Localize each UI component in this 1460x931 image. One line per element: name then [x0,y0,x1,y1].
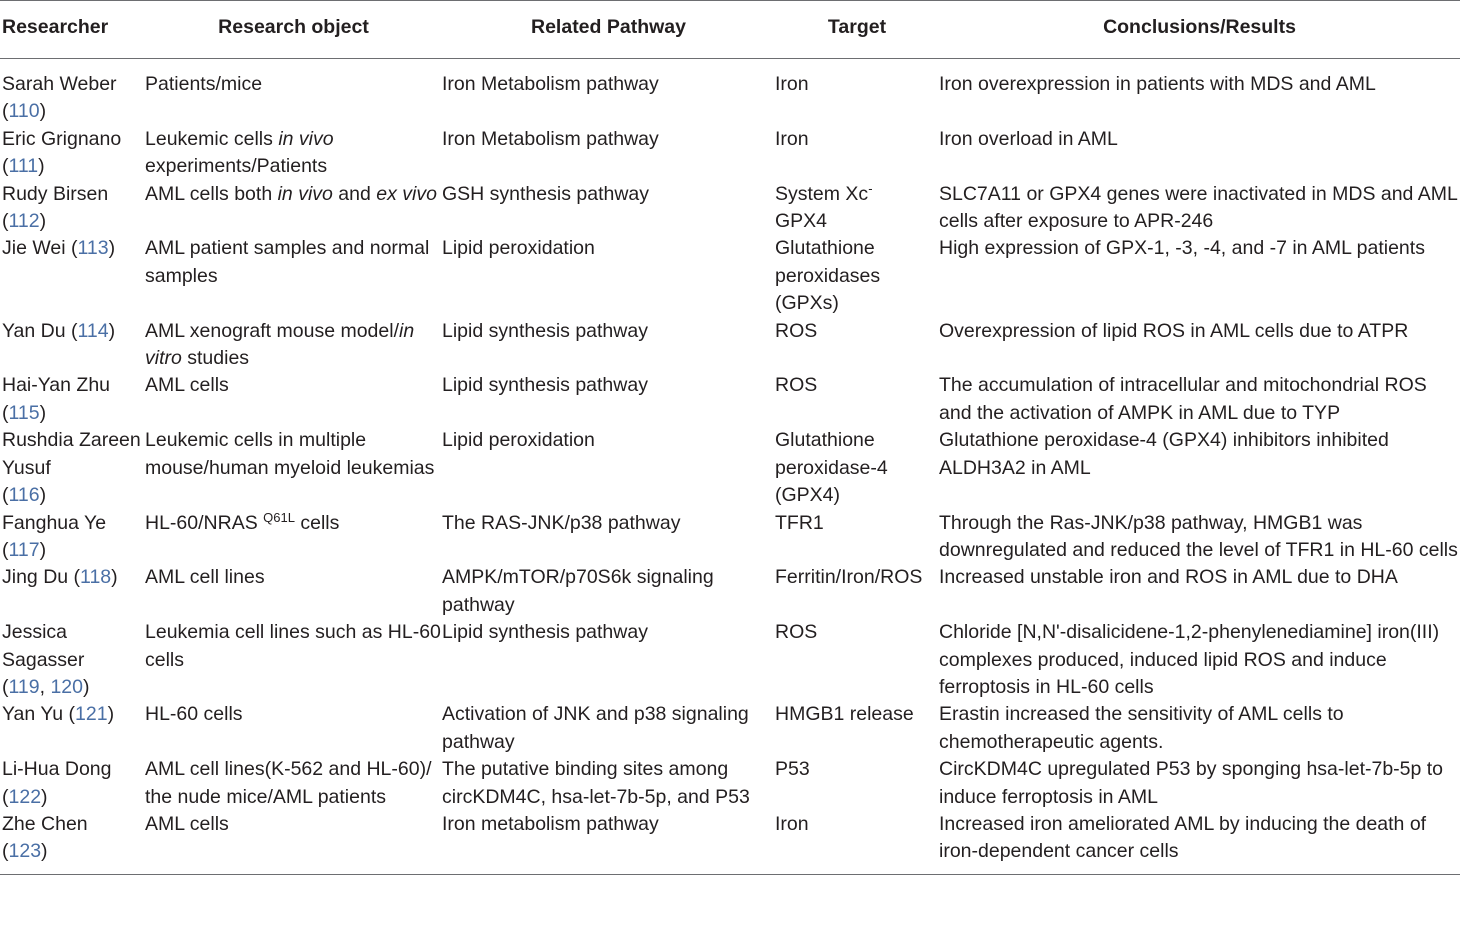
target-cell [775,318,939,373]
researcher-name: Fanghua Ye [2,511,107,534]
conclusion-cell: Chloride [N,N'-disalicidene-1,2-phenylenediamine] iron(III) complexes produced, induced lipid ROS and induce ferroptosis in HL-60 cells [939,621,1440,698]
researcher-cell: Fanghua Ye (117) [2,511,107,561]
pathway-cell: Activation of JNK and p38 signaling pathway [442,703,749,753]
text-run: experiments/Patients [145,155,328,178]
researcher-cell: Jing Du (118) [2,566,118,589]
researcher-cell: Li-Hua Dong (122) [2,758,112,808]
text-run: System Xc [775,182,869,205]
researcher-name: Eric Grignano [2,127,122,150]
pathway-cell: Iron Metabolism pathway [442,73,659,95]
pathway-cell: The RAS-JNK/p38 pathway [442,511,681,534]
superscript: Q61L [263,509,295,525]
researcher-name: Jing Du [2,566,69,589]
table-row [0,372,1460,427]
conclusion-cell: CircKDM4C upregulated P53 by sponging hsa-let-7b-5p to induce ferroptosis in AML [939,758,1444,808]
reference-link[interactable]: 122 [8,785,42,808]
reference-link[interactable]: 121 [75,703,108,726]
table-row [0,756,1460,811]
researcher-cell: Jie Wei (113) [2,237,116,260]
research-object-cell [145,235,442,317]
researcher-cell: Hai-Yan Zhu (115) [2,374,111,424]
text-run: AML xenograft mouse model/ [145,319,399,342]
text-run: AML cells both [145,182,278,205]
text-run: AML cells [145,812,229,835]
text-run: Iron [775,127,809,150]
text-run: Leukemia cell lines such as HL-60 cells [145,621,441,671]
table-body [0,59,1460,875]
reference-link[interactable]: 118 [80,566,112,589]
pathway-cell: Lipid synthesis pathway [442,319,648,342]
researcher-name: Hai-Yan Zhu [2,374,111,397]
text-run: ROS [775,319,818,342]
target-cell [775,619,939,701]
target-cell [775,181,939,236]
researcher-name: Li-Hua Dong [2,758,112,781]
researcher-cell: Eric Grignano (111) [2,127,122,178]
italic-text: ex vivo [376,182,437,205]
text-run: Iron [775,812,809,835]
research-object-cell [145,564,442,619]
reference-link[interactable]: 110 [8,100,40,123]
researcher-cell: Rudy Birsen (112) [2,182,109,233]
text-run: AML cells [145,374,229,397]
reference-link[interactable]: 114 [77,319,109,342]
table-row [0,126,1460,181]
table-row [0,59,1460,126]
conclusion-cell: SLC7A11 or GPX4 genes were inactivated in MDS and AML cells after exposure to APR-246 [939,182,1458,233]
reference-link[interactable]: 113 [77,237,109,260]
reference-link[interactable]: 115 [8,401,40,424]
conclusion-cell: High expression of GPX-1, -3, -4, and -7 in AML patients [939,237,1425,260]
target-cell [775,235,939,317]
research-object-cell [145,181,442,236]
text-run: ROS [775,374,818,397]
target-cell [775,59,939,126]
text-run: HMGB1 release [775,703,914,726]
text-run: Leukemic cells in multiple mouse/human myeloid leukemias [145,429,435,479]
research-object-cell [145,811,442,874]
text-run: studies [181,347,250,370]
italic-text: in vivo [277,182,333,205]
reference-link[interactable]: 119 [8,675,40,698]
italic-text: in vivo [278,127,334,150]
researcher-name: Jessica Sagasser [2,621,85,671]
text-run: Iron [775,73,809,95]
target-cell [775,811,939,874]
reference-link[interactable]: 112 [8,210,40,233]
table-row [0,427,1460,509]
target-cell [775,372,939,427]
italic-text: in vitro [145,319,415,370]
target-cell [775,701,939,756]
table-row [0,619,1460,701]
pathway-cell: Lipid peroxidation [442,429,595,452]
table-row [0,235,1460,317]
text-run: Leukemic cells [145,127,279,150]
target-cell [775,427,939,509]
pathway-cell: Iron Metabolism pathway [442,127,659,150]
researcher-name: Yan Du [2,319,66,342]
researcher-cell: Rushdia Zareen Yusuf (116) [2,429,141,507]
pathway-cell: GSH synthesis pathway [442,182,650,205]
researcher-cell: Jessica Sagasser (119, 120) [2,621,90,698]
research-object-cell [145,372,442,427]
text-run: Patients/mice [145,73,263,95]
text-run: Glutathione peroxidase-4 (GPX4) [775,429,888,507]
research-object-cell [145,126,442,181]
research-object-cell [145,510,442,565]
reference-link[interactable]: 117 [8,538,40,561]
text-run: HL-60/NRAS [145,511,264,534]
conclusion-cell: The accumulation of intracellular and mitochondrial ROS and the activation of AMPK in AML due to TYP [939,374,1427,424]
header-researcher: Researcher [0,1,145,59]
text-run: P53 [775,758,810,781]
text-run: Glutathione peroxidases (GPXs) [775,237,881,315]
research-object-cell [145,619,442,701]
researcher-cell: Yan Yu (121) [2,703,115,726]
header-target: Target [775,1,939,59]
pathway-cell: Iron metabolism pathway [442,811,775,874]
conclusion-cell: Erastin increased the sensitivity of AML cells to chemotherapeutic agents. [939,703,1344,753]
text-run: ROS [775,621,818,644]
target-cell [775,126,939,181]
researcher-cell: Sarah Weber (110) [2,73,117,123]
table-row [0,701,1460,756]
researcher-name: Yan Yu [2,703,64,726]
superscript: - [868,180,873,196]
reference-link[interactable]: 123 [8,840,42,863]
researcher-name: Rudy Birsen [2,182,109,205]
header-conclusions: Conclusions/Results [939,1,1460,59]
target-cell [775,756,939,811]
reference-link[interactable]: 111 [8,155,39,178]
pathway-cell: Lipid peroxidation [442,237,595,260]
table-header-row [0,1,1460,59]
table-row [0,564,1460,619]
text-run: AML patient samples and normal samples [145,237,430,287]
target-cell [775,510,939,565]
text-run: GPX4 [775,210,828,233]
table-row [0,510,1460,565]
conclusion-cell: Increased iron ameliorated AML by inducing the death of iron-dependent cancer cells [939,811,1460,874]
conclusion-cell: Through the Ras-JNK/p38 pathway, HMGB1 was downregulated and reduced the level of TFR1 in HL-60 cells [939,511,1458,561]
text-run: and [332,182,377,205]
header-related-pathway: Related Pathway [442,1,775,59]
research-object-cell [145,318,442,373]
conclusion-cell: Increased unstable iron and ROS in AML due to DHA [939,566,1398,589]
researcher-name: Sarah Weber [2,73,117,95]
header-research-object: Research object [145,1,442,59]
pathway-cell: Lipid synthesis pathway [442,621,648,644]
research-object-cell [145,427,442,509]
text-run: AML cell lines(K-562 and HL-60)/ the nude mice/AML patients [145,758,432,808]
pathway-cell: The putative binding sites among circKDM4C, hsa-let-7b-5p, and P53 [442,758,750,808]
text-run: Ferritin/Iron/ROS [775,566,923,589]
conclusion-cell: Iron overexpression in patients with MDS and AML [939,73,1376,95]
conclusion-cell: Glutathione peroxidase-4 (GPX4) inhibitors inhibited ALDH3A2 in AML [939,429,1389,479]
researcher-cell: Zhe Chen (123) [0,811,145,874]
table-row [0,318,1460,373]
text-run: HL-60 cells [145,703,243,726]
researcher-cell: Yan Du (114) [2,319,116,342]
researcher-name: Zhe Chen [2,812,88,835]
pathway-cell: Lipid synthesis pathway [442,374,648,397]
pathway-cell: AMPK/mTOR/p70S6k signaling pathway [442,566,714,616]
researcher-name: Rushdia Zareen Yusuf [2,429,141,479]
conclusion-cell: Iron overload in AML [939,127,1118,150]
table-row [0,181,1460,236]
research-object-cell [145,756,442,811]
conclusion-cell: Overexpression of lipid ROS in AML cells due to ATPR [939,319,1409,342]
researcher-name: Jie Wei [2,237,66,260]
text-run: AML cell lines [145,566,265,589]
target-cell [775,564,939,619]
table-row [0,811,1460,874]
reference-link[interactable]: 120 [50,675,83,698]
text-run: cells [294,511,340,534]
reference-link[interactable]: 116 [8,484,40,507]
text-run: TFR1 [775,511,824,534]
research-object-cell [145,59,442,126]
research-object-cell [145,701,442,756]
